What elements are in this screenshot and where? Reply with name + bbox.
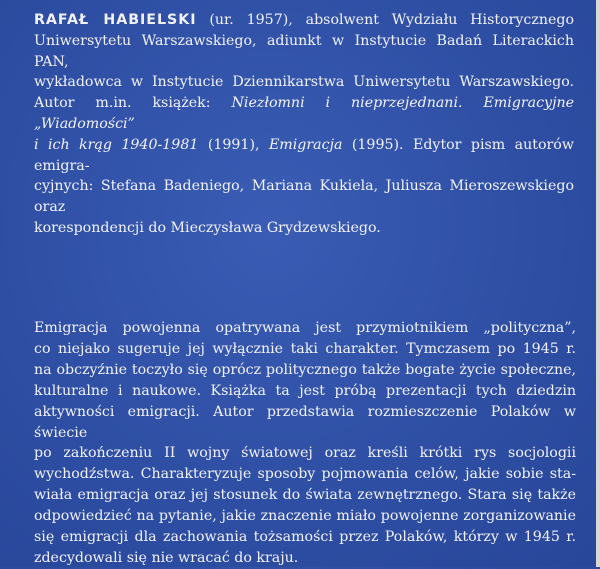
bio-text: korespondencji do Mieczysława Grydzewskiego. xyxy=(34,219,381,236)
bio-text: wykładowca w Instytucie Dziennikarstwa Uniwersytetu Warszawskiego. xyxy=(34,74,574,91)
author-bio xyxy=(34,10,574,239)
bio-line xyxy=(34,176,574,218)
description-line: się emigracji dla zachowania tożsamości przez Polaków, którzy w 1945 r. xyxy=(34,529,576,546)
bio-text: (1995). Edytor pism autorów emigra- xyxy=(34,136,574,174)
description-line: odpowiedzieć na pytanie, jakie znaczenie miało powojenne zorganizowanie xyxy=(34,508,576,525)
description-line: wychodźstwa. Charakteryzuje sposoby pojmowania celów, jakie sobie sta- xyxy=(34,466,576,483)
bio-text: (ur. 1957), absolwent Wydziału Historycznego xyxy=(196,12,574,28)
page-edge xyxy=(596,0,600,567)
book-description xyxy=(34,318,576,569)
book-title-text: i ich krąg 1940-1981 xyxy=(34,136,199,153)
book-title-text: Emigracja xyxy=(268,136,343,153)
description-line: wiała emigracja oraz jej stosunek do świata zewnętrznego. Stara się także xyxy=(34,487,576,504)
description-line: na obczyźnie toczyło się oprócz politycznego także bogate życie społeczne, xyxy=(34,361,576,378)
bio-line xyxy=(34,218,574,239)
bio-text: (1991), xyxy=(198,136,269,153)
bio-line xyxy=(34,10,574,31)
bio-line xyxy=(34,135,574,177)
bio-line xyxy=(34,31,574,73)
description-line: kulturalne i naukowe. Książka ta jest próbą prezentacji tych dziedzin xyxy=(34,382,576,399)
description-line: Emigracja powojenna opatrywana jest przymiotnikiem „polityczna”, xyxy=(34,320,576,336)
description-line: co niejako sugeruje jej wyłącznie taki charakter. Tymczasem po 1945 r. xyxy=(34,340,576,357)
description-line: po zakończeniu II wojny światowej oraz kreśli krótki rys socjologii xyxy=(34,445,576,462)
author-name: RAFAŁ HABIELSKI xyxy=(34,12,197,28)
description-line: aktywności emigracji. Autor przedstawia rozmieszczenie Polaków w świecie xyxy=(34,403,576,441)
bio-text: cyjnych: Stefana Badeniego, Mariana Kukiela, Juliusza Mieroszewskiego oraz xyxy=(34,178,574,216)
bio-line xyxy=(34,72,574,93)
bio-text: Uniwersytetu Warszawskiego, adiunkt w Instytucie Badań Literackich PAN, xyxy=(34,32,574,70)
bio-text: Autor m.in. książek: xyxy=(34,95,232,112)
bio-line xyxy=(34,93,574,135)
description-line: zdecydowali się nie wracać do kraju. xyxy=(34,549,299,566)
book-title-text: Niezłomni i nieprzejednani. Emigracyjne „Wiadomości” xyxy=(34,95,574,132)
